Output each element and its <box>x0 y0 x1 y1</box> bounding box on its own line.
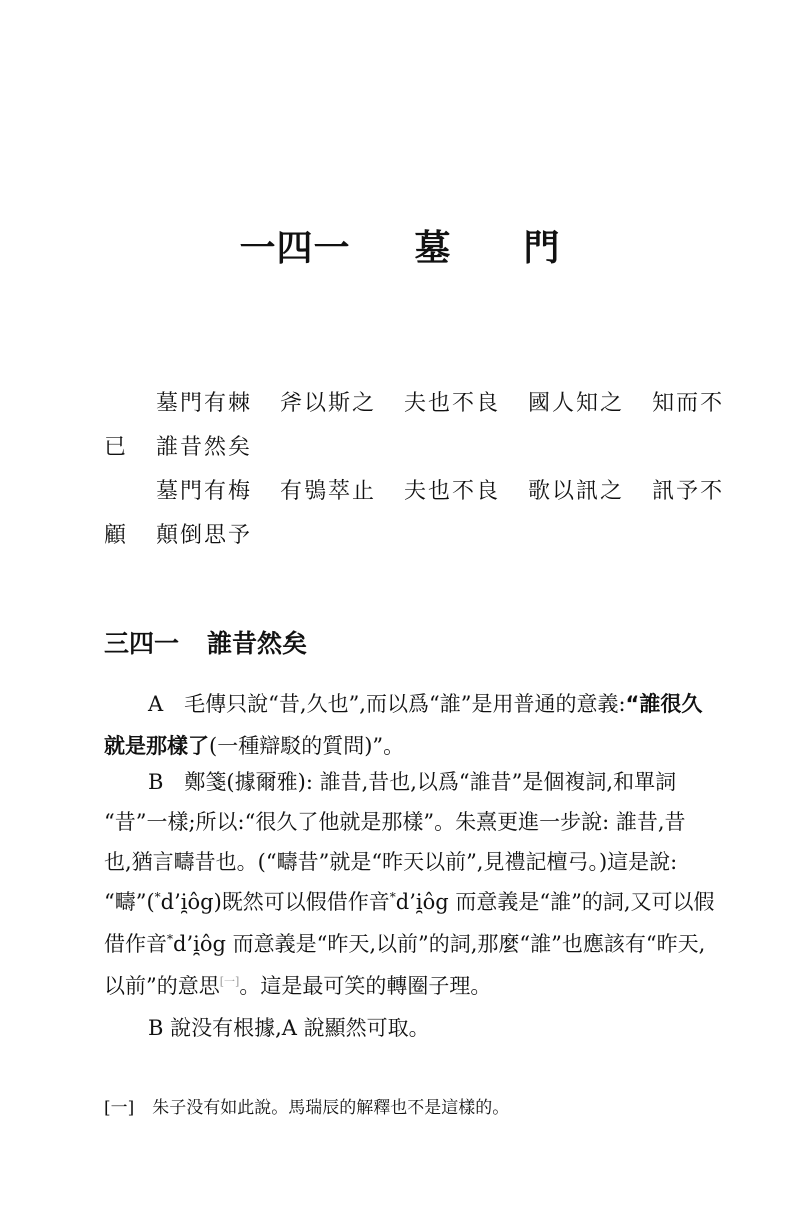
body-line-8 <box>104 970 491 1000</box>
poem-phrase: 已 <box>104 435 129 460</box>
poem-phrase: 有鴞萃止 <box>280 479 377 504</box>
body-line-7 <box>104 928 705 958</box>
footnote <box>104 1093 509 1118</box>
poem-phrase: 墓門有棘 <box>156 391 253 416</box>
poem-phrase: 墓門有梅 <box>156 479 253 504</box>
body-line-9: B 說没有根據,A 說顯然可取。 <box>148 1016 430 1040</box>
body-text: A 毛傳只說“昔,久也”,而以爲“誰”是用普通的意義: <box>148 692 626 716</box>
section-number: 三四一 <box>104 629 180 658</box>
poem-phrase: 訊予不 <box>652 479 725 504</box>
chapter-number: 一四一 <box>239 228 351 269</box>
section-title: 誰昔然矣 <box>207 629 308 658</box>
body-line-5: 也,猶言疇昔也。(“疇昔”就是“昨天以前”,見禮記檀弓。)這是說: <box>104 850 678 874</box>
body-line-4: “昔”一樣;所以:“很久了他就是那樣”。朱熹更進一步說: 誰昔,昔 <box>104 810 686 834</box>
body-bold-text: “誰很久 <box>625 692 703 716</box>
poem-line-2 <box>104 430 252 461</box>
body-line-3: B 鄭箋(據爾雅): 誰昔,昔也,以爲“誰昔”是個複詞,和單詞 <box>148 770 677 794</box>
poem-phrase: 夫也不良 <box>404 391 501 416</box>
poem-phrase: 知而不 <box>652 391 725 416</box>
poem-phrase: 顧 <box>104 523 129 548</box>
poem-phrase: 誰昔然矣 <box>156 435 253 460</box>
chapter-title <box>0 220 800 271</box>
reconstruction-mark: * <box>389 890 396 904</box>
body-bold-text: 就是那樣了 <box>104 734 209 758</box>
footnote-text: 朱子没有如此說。馬瑞辰的解釋也不是這樣的。 <box>152 1098 510 1118</box>
body-text: d’i̯ôg)既然可以假借作音 <box>160 890 390 914</box>
body-text: d’i̯ôg 而意義是“誰”的詞,又可以假 <box>395 890 715 914</box>
reconstruction-mark: * <box>154 890 161 904</box>
footnote-mark: [一] <box>104 1098 135 1118</box>
chapter-title-word2: 門 <box>523 228 561 269</box>
body-line-6 <box>104 886 715 916</box>
poem-phrase: 國人知之 <box>528 391 625 416</box>
poem-phrase: 顛倒思予 <box>156 523 253 548</box>
body-text: d’i̯ôg 而意義是“昨天,以前”的詞,那麼“誰”也應該有“昨天, <box>173 932 706 956</box>
body-text: (一種辯駁的質問)”。 <box>209 734 405 758</box>
poem-line-1 <box>156 386 724 417</box>
body-text: 。這是最可笑的轉圈子理。 <box>239 974 492 998</box>
reconstruction-mark: * <box>167 932 173 946</box>
footnote-reference[interactable]: [一] <box>219 975 240 988</box>
poem-phrase: 斧以斯之 <box>280 391 377 416</box>
poem-line-4 <box>104 518 252 549</box>
body-text: 借作音 <box>104 932 167 956</box>
body-text: 以前”的意思 <box>104 974 220 998</box>
chapter-title-word1: 墓 <box>414 228 452 269</box>
body-text: “疇”( <box>104 890 155 914</box>
poem-line-3 <box>156 474 724 505</box>
body-line-2 <box>104 730 404 760</box>
section-heading <box>104 624 307 660</box>
poem-phrase: 夫也不良 <box>404 479 501 504</box>
poem-phrase: 歌以訊之 <box>528 479 625 504</box>
body-line-1 <box>148 688 702 718</box>
